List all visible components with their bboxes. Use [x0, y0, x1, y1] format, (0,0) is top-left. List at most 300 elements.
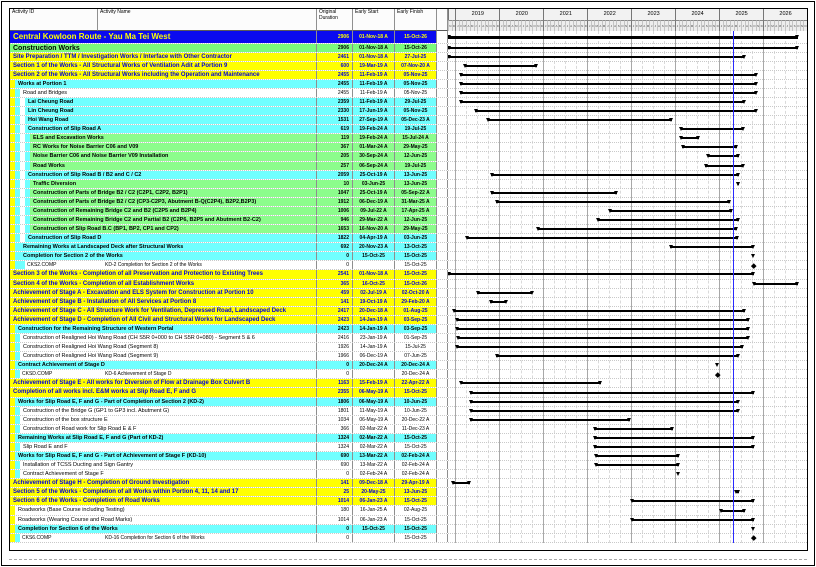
milestone-diamond[interactable] [751, 535, 756, 540]
early-finish-cell: 15-Oct-25 [395, 434, 437, 442]
spacer-cell [437, 488, 448, 496]
month-cell: O [664, 20, 668, 31]
month-cell: M [638, 20, 642, 31]
month-cell: J [737, 20, 741, 31]
spacer-cell [437, 370, 448, 378]
early-start-cell: 06-Jan-23 A [353, 516, 395, 524]
gantt-row [448, 343, 807, 351]
spacer-cell [437, 243, 448, 251]
duration-cell: 0 [317, 534, 353, 542]
early-start-cell: 02-Mar-22 A [353, 425, 395, 433]
activity-row[interactable] [10, 316, 807, 325]
month-cell: F [591, 20, 594, 31]
activity-row[interactable] [10, 189, 807, 198]
early-start-cell: 01-Nov-18 A [353, 31, 395, 43]
duration-cell: 2330 [317, 107, 353, 115]
activity-row[interactable] [10, 361, 807, 370]
gantt-row [448, 370, 807, 378]
gantt-row [448, 270, 807, 278]
gantt-summary-bar[interactable] [496, 201, 730, 203]
year-label: 2023 [631, 9, 675, 20]
activity-row[interactable] [10, 416, 807, 425]
month-cell: D [671, 20, 675, 31]
gantt-summary-bar[interactable] [448, 273, 754, 275]
group-band-stripe [25, 216, 30, 224]
schedule-container [9, 8, 808, 551]
activity-name: Achievement of Stage D - Completion of All Civil and Structural Works for Landscaped Deck [13, 316, 276, 323]
gantt-row [448, 307, 807, 315]
duration-cell: 1014 [317, 516, 353, 524]
gantt-summary-bar[interactable] [491, 174, 739, 176]
activity-id: CKSD.COMP [22, 371, 53, 378]
month-cell: M [602, 20, 606, 31]
year-label: 2020 [499, 9, 543, 20]
spacer-cell [437, 407, 448, 415]
gantt-summary-bar[interactable] [470, 419, 629, 421]
activity-name-cell [10, 370, 317, 378]
activity-row[interactable] [10, 261, 807, 270]
group-band-stripe [20, 171, 25, 179]
gantt-row [448, 207, 807, 215]
activity-row[interactable] [10, 461, 807, 470]
early-start-cell: 20-Dec-18 A [353, 307, 395, 315]
early-finish-cell: 29-Feb-20 A [395, 298, 437, 306]
activity-row[interactable] [10, 80, 807, 89]
milestone-triangle[interactable] [751, 527, 755, 531]
gantt-summary-bar[interactable] [596, 464, 679, 466]
activity-name: Section 4 of the Works - Completion of all Establishment Works [13, 280, 195, 287]
activity-name-cell [10, 361, 317, 369]
activity-name-cell [10, 171, 317, 179]
spacer-cell [437, 171, 448, 179]
spacer-cell [437, 53, 448, 61]
gantt-summary-bar[interactable] [457, 328, 749, 330]
month-cell: N [580, 20, 584, 31]
gantt-summary-bar[interactable] [454, 310, 745, 312]
activity-row[interactable] [10, 516, 807, 525]
gantt-row [448, 479, 807, 487]
early-finish-cell: 05-Dec-23 A [395, 116, 437, 124]
activity-row[interactable] [10, 216, 807, 225]
gantt-row [448, 316, 807, 324]
month-cell: J [605, 20, 609, 31]
activity-row[interactable] [10, 388, 807, 397]
activity-row[interactable] [10, 252, 807, 261]
column-header-activity-id[interactable]: Activity ID [10, 9, 98, 31]
activity-row[interactable] [10, 370, 807, 379]
early-finish-cell: 13-Jun-25 [395, 171, 437, 179]
activity-row[interactable] [10, 470, 807, 479]
spacer-cell [437, 180, 448, 188]
early-start-cell: 02-Jul-19 A [353, 289, 395, 297]
duration-cell: 141 [317, 298, 353, 306]
gantt-summary-bar[interactable] [453, 482, 470, 484]
activity-row[interactable] [10, 71, 807, 80]
activity-row[interactable] [10, 452, 807, 461]
activity-row[interactable] [10, 152, 807, 161]
duration-cell: 2059 [317, 171, 353, 179]
column-header-activity-name[interactable]: Activity Name [98, 9, 317, 31]
gantt-summary-bar[interactable] [496, 355, 738, 357]
activity-name: RC Works for Noise Barrier C06 and V09 [33, 144, 139, 151]
gantt-summary-bar[interactable] [596, 455, 679, 457]
early-finish-cell: 22-Apr-22 A [395, 379, 437, 387]
gantt-summary-bar[interactable] [538, 228, 737, 230]
gantt-summary-bar[interactable] [477, 292, 532, 294]
gantt-summary-bar[interactable] [682, 146, 737, 148]
gantt-row [448, 225, 807, 233]
early-start-cell: 11-Feb-19 A [353, 80, 395, 88]
group-band-stripe [10, 398, 15, 406]
month-cell: A [613, 20, 617, 31]
duration-cell: 1966 [317, 352, 353, 360]
duration-cell: 1926 [317, 343, 353, 351]
gantt-summary-bar[interactable] [475, 110, 756, 112]
activity-row[interactable] [10, 180, 807, 189]
gantt-summary-bar[interactable] [681, 128, 743, 130]
gantt-summary-bar[interactable] [490, 301, 506, 303]
early-start-cell: 11-Feb-19 A [353, 89, 395, 97]
column-header-original-duration[interactable]: Original Duration [317, 9, 353, 31]
duration-cell: 2906 [317, 44, 353, 52]
milestone-diamond[interactable] [715, 372, 720, 377]
early-finish-cell: 03-Jun-25 [395, 234, 437, 242]
activity-name-cell [10, 234, 317, 242]
activity-row[interactable] [10, 116, 807, 125]
activity-row[interactable] [10, 162, 807, 171]
gantt-summary-bar[interactable] [457, 319, 749, 321]
activity-row[interactable] [10, 89, 807, 98]
activity-row[interactable] [10, 289, 807, 298]
activity-name-cell [10, 443, 317, 451]
activity-row[interactable] [10, 325, 807, 334]
activity-row[interactable] [10, 343, 807, 352]
early-start-cell [353, 534, 395, 542]
activity-name-cell [10, 162, 317, 170]
activity-name-cell [10, 198, 317, 206]
month-cell: S [573, 20, 577, 31]
early-start-cell: 02-Mar-22 A [353, 434, 395, 442]
gantt-summary-bar[interactable] [461, 382, 601, 384]
activity-name-cell [10, 425, 317, 433]
gantt-summary-bar[interactable] [754, 283, 798, 285]
early-start-cell: 11-Feb-19 A [353, 98, 395, 106]
spacer-cell [437, 31, 448, 43]
gantt-summary-bar[interactable] [460, 83, 756, 85]
activity-name-cell [10, 525, 317, 533]
activity-row[interactable] [10, 171, 807, 180]
group-band-stripe [20, 125, 25, 133]
early-start-cell: 15-Oct-25 [353, 252, 395, 260]
gantt-summary-bar[interactable] [470, 401, 738, 403]
early-start-cell: 20-Nov-23 A [353, 243, 395, 251]
group-band-stripe [25, 143, 30, 151]
activity-row[interactable] [10, 443, 807, 452]
duration-cell: 692 [317, 243, 353, 251]
month-cell: J [763, 20, 767, 31]
activity-row[interactable] [10, 506, 807, 515]
early-start-cell: 13-Mar-22 A [353, 461, 395, 469]
activity-row[interactable] [10, 434, 807, 443]
gantt-summary-bar[interactable] [594, 428, 672, 430]
group-band-stripe [15, 334, 20, 342]
activity-row[interactable] [10, 534, 807, 543]
month-cell: J [719, 20, 723, 31]
activity-name-cell [10, 434, 317, 442]
activity-row[interactable] [10, 280, 807, 289]
activity-row[interactable] [10, 307, 807, 316]
column-header-spacer [437, 9, 448, 31]
duration-cell: 1806 [317, 398, 353, 406]
spacer-cell [437, 516, 448, 524]
group-band-stripe [10, 434, 15, 442]
activity-row[interactable] [10, 298, 807, 307]
early-start-cell: 06-Sep-24 A [353, 162, 395, 170]
duration-cell: 2359 [317, 98, 353, 106]
early-start-cell: 03-Jun-25 [353, 180, 395, 188]
gantt-summary-bar[interactable] [467, 237, 738, 239]
activity-row[interactable] [10, 198, 807, 207]
group-band-stripe [15, 352, 20, 360]
early-finish-cell: 03-Sep-25 [395, 316, 437, 324]
month-cell: A [701, 20, 705, 31]
duration-cell: 10 [317, 180, 353, 188]
early-start-cell: 25-Oct-19 A [353, 189, 395, 197]
spacer-cell [437, 225, 448, 233]
month-cell: F [459, 20, 462, 31]
gantt-row [448, 298, 807, 306]
gantt-summary-bar[interactable] [594, 437, 753, 439]
year-label: 2021 [543, 9, 587, 20]
month-cell: M [462, 20, 466, 31]
gantt-row [448, 171, 807, 179]
activity-row[interactable] [10, 207, 807, 216]
activity-row[interactable] [10, 243, 807, 252]
early-start-cell: 20-May-25 [353, 488, 395, 496]
activity-id: CKS2.COMP [27, 262, 57, 269]
activity-name-cell [10, 280, 317, 288]
early-start-cell [353, 261, 395, 269]
activity-row[interactable] [10, 488, 807, 497]
activity-name: Construction of Slip Road A [28, 126, 102, 133]
activity-name-cell [10, 461, 317, 469]
gantt-summary-bar[interactable] [632, 500, 754, 502]
activity-name: Construction of Slip Road B.C (BP1, BP2, CP1 and CP2) [33, 226, 179, 233]
early-finish-cell: 31-Mar-25 A [395, 198, 437, 206]
gantt-row [448, 388, 807, 396]
activity-row[interactable] [10, 225, 807, 234]
gantt-summary-bar[interactable] [491, 192, 617, 194]
gantt-summary-bar[interactable] [458, 337, 748, 339]
activity-row[interactable] [10, 134, 807, 143]
month-cell: N [800, 20, 804, 31]
group-band-stripe [15, 343, 20, 351]
group-band-stripe [10, 361, 15, 369]
gantt-summary-bar[interactable] [471, 410, 738, 412]
activity-row[interactable] [10, 98, 807, 107]
spacer-cell [437, 216, 448, 224]
gantt-summary-bar[interactable] [738, 183, 739, 185]
gantt-summary-bar[interactable] [610, 210, 732, 212]
group-band-stripe [25, 225, 30, 233]
spacer-cell [437, 334, 448, 342]
activity-name: Road Works [33, 162, 65, 169]
activity-table [10, 31, 807, 543]
early-start-cell: 16-Nov-20 A [353, 225, 395, 233]
activity-row[interactable] [10, 352, 807, 361]
early-start-cell: 06-May-19 A [353, 416, 395, 424]
milestone-triangle[interactable] [751, 254, 755, 258]
gantt-summary-bar[interactable] [598, 219, 739, 221]
milestone-triangle[interactable] [715, 363, 719, 367]
activity-id: CKS6.COMP [22, 534, 52, 541]
activity-name: Achievement of Stage A - Excavation and ELS System for Construction at Portion 10 [13, 289, 254, 296]
activity-name: Remaining Works at Landscaped Deck after Structural Works [23, 244, 184, 251]
spacer-cell [437, 270, 448, 278]
month-cell: J [609, 20, 613, 31]
spacer-cell [437, 162, 448, 170]
activity-row[interactable] [10, 143, 807, 152]
month-cell: S [792, 20, 796, 31]
spacer-cell [437, 398, 448, 406]
activity-row[interactable] [10, 497, 807, 506]
activity-name: Central Kowloon Route - Yau Ma Tei West [13, 32, 171, 41]
gantt-summary-bar[interactable] [470, 392, 753, 394]
early-start-cell: 15-Oct-25 [353, 525, 395, 533]
gantt-summary-bar[interactable] [488, 119, 672, 121]
activity-name: Road and Bridges [23, 89, 68, 96]
early-finish-cell: 05-Nov-25 [395, 80, 437, 88]
duration-cell: 119 [317, 134, 353, 142]
month-cell: M [558, 20, 562, 31]
gantt-summary-bar[interactable] [460, 92, 756, 94]
early-finish-cell: 29-May-25 [395, 225, 437, 233]
activity-row[interactable] [10, 334, 807, 343]
activity-name: Construction of Road work for Slip Road E & F [23, 425, 137, 432]
column-header-early-start[interactable]: Early Start [353, 9, 395, 31]
group-band-stripe [15, 89, 20, 97]
activity-row[interactable] [10, 407, 807, 416]
gantt-summary-bar[interactable] [448, 56, 744, 58]
month-cell: J [521, 20, 525, 31]
gantt-summary-bar[interactable] [460, 101, 744, 103]
activity-row[interactable] [10, 44, 807, 53]
gantt-row [448, 334, 807, 342]
gantt-row [448, 525, 807, 533]
group-band-stripe [15, 534, 20, 542]
year-label: 2025 [719, 9, 763, 20]
column-header-early-finish[interactable]: Early Finish [395, 9, 437, 31]
year-label: 2024 [675, 9, 719, 20]
duration-cell: 690 [317, 461, 353, 469]
activity-row[interactable] [10, 234, 807, 243]
activity-row[interactable] [10, 31, 807, 44]
gantt-summary-bar[interactable] [448, 47, 798, 49]
early-finish-cell: 05-Nov-25 [395, 89, 437, 97]
gantt-summary-bar[interactable] [705, 165, 743, 167]
month-cell: O [620, 20, 624, 31]
spacer-cell [437, 116, 448, 124]
activity-row[interactable] [10, 62, 807, 71]
group-band-stripe [25, 180, 30, 188]
gantt-row [448, 189, 807, 197]
gantt-summary-bar[interactable] [681, 137, 699, 139]
activity-name: Works at Portion 1 [18, 80, 67, 87]
group-band-stripe [25, 198, 30, 206]
gantt-summary-bar[interactable] [465, 65, 537, 67]
group-band-stripe [15, 243, 20, 251]
activity-row[interactable] [10, 270, 807, 279]
month-cell: A [745, 20, 749, 31]
spacer-cell [437, 125, 448, 133]
activity-name-cell [10, 80, 317, 88]
activity-name: Lai Cheung Road [28, 98, 74, 105]
duration-cell: 205 [317, 152, 353, 160]
activity-name: ELS and Excavation Works [33, 135, 104, 142]
activity-name: Installation of TCSS Ducting and Sign Gantry [23, 462, 133, 469]
early-finish-cell: 10-Jun-25 [395, 398, 437, 406]
gantt-summary-bar[interactable] [457, 346, 743, 348]
spacer-cell [437, 207, 448, 215]
gantt-summary-bar[interactable] [460, 74, 756, 76]
early-finish-cell: 15-Oct-25 [395, 388, 437, 396]
spacer-cell [437, 252, 448, 260]
activity-row[interactable] [10, 379, 807, 388]
activity-name: KD-6 Achievement of Stage D [105, 371, 172, 378]
gantt-summary-bar[interactable] [736, 491, 739, 493]
early-start-cell: 16-Jan-25 A [353, 506, 395, 514]
gantt-summary-bar[interactable] [448, 36, 798, 39]
early-start-cell: 13-Mar-22 A [353, 452, 395, 460]
early-finish-cell: 15-Oct-25 [395, 525, 437, 533]
early-finish-cell: 15-Oct-25 [395, 261, 437, 269]
gantt-summary-bar[interactable] [594, 446, 753, 448]
duration-cell: 0 [317, 470, 353, 478]
early-finish-cell: 15-Oct-26 [395, 44, 437, 52]
activity-name: Construction of Remaining Bridge C2 and Partial B2 (C2P6, B2P5 and Abutment B2-C2) [33, 216, 261, 223]
month-cell: J [565, 20, 569, 31]
early-start-cell: 17-Jun-19 A [353, 107, 395, 115]
gantt-row [448, 261, 807, 269]
early-finish-cell: 19-Jul-25 [395, 125, 437, 133]
milestone-triangle[interactable] [676, 472, 680, 476]
month-cell: J [631, 20, 635, 31]
gantt-summary-bar[interactable] [708, 155, 739, 157]
activity-row[interactable] [10, 398, 807, 407]
duration-cell: 141 [317, 479, 353, 487]
duration-cell: 1014 [317, 497, 353, 505]
group-band-stripe [10, 525, 15, 533]
activity-row[interactable] [10, 107, 807, 116]
activity-name-cell [10, 506, 317, 514]
activity-name-cell [10, 62, 317, 70]
activity-name: Section 1 of the Works - All Structural Works of Ventilation Adit at Portion 9 [13, 62, 228, 69]
milestone-diamond[interactable] [751, 263, 756, 268]
gantt-summary-bar[interactable] [632, 519, 754, 521]
activity-row[interactable] [10, 125, 807, 134]
gantt-summary-bar[interactable] [670, 246, 753, 248]
activity-row[interactable] [10, 525, 807, 534]
activity-name: Section 6 of the Works - Completion of Road Works [13, 498, 160, 505]
activity-row[interactable] [10, 425, 807, 434]
gantt-row [448, 44, 807, 52]
activity-row[interactable] [10, 479, 807, 488]
early-start-cell: 02-Feb-24 A [353, 470, 395, 478]
gantt-row [448, 243, 807, 251]
early-finish-cell: 27-Jul-25 [395, 53, 437, 61]
activity-row[interactable] [10, 53, 807, 62]
month-cell: J [543, 20, 547, 31]
